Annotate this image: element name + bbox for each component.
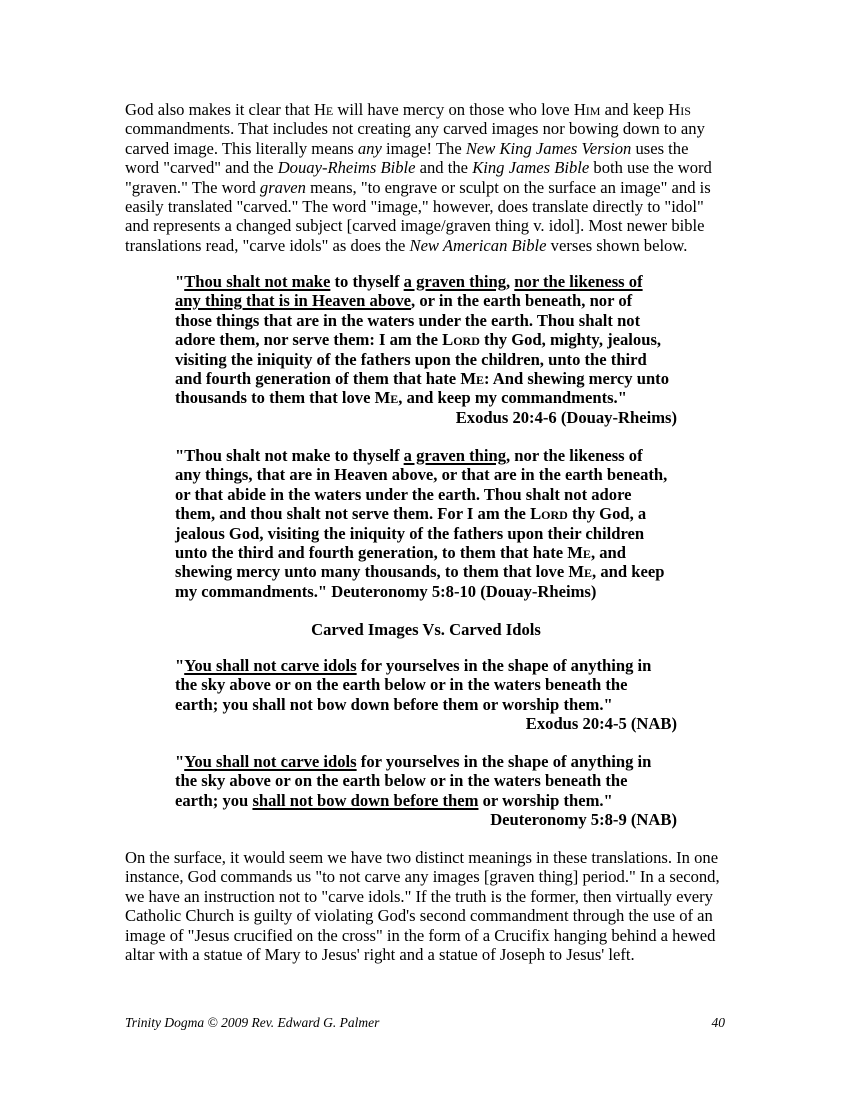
text-line [175,291,677,310]
text-line [125,100,725,119]
text-run: and fourth generation of them that hate [175,369,461,389]
text-run: Lord [530,504,568,524]
text-run: thy God, mighty, jealous, [479,330,662,350]
text-line [125,139,725,158]
text-run: translations read, "carve idols" as does the [125,235,410,255]
intro-paragraph [125,100,725,255]
text-line [175,582,677,601]
text-run: both use the word [589,158,712,178]
closing-paragraph [125,848,725,964]
text-line [175,695,677,714]
text-run: my commandments." Deuteronomy 5:8-10 (Douay-Rheims) [175,581,597,601]
text-run: shall not bow down before them [252,790,479,810]
text-run: thousands to them that love [175,388,375,408]
text-run: or that abide in the waters under the earth. Thou shalt not adore [175,484,632,504]
text-run: graven [259,177,306,197]
text-run: easily translated "carved." The word "image," however, does translate directly to "idol" [125,197,704,217]
text-line [125,236,725,255]
text-run: the sky above or on the earth below or in the waters beneath the [175,675,628,695]
text-line [175,369,677,388]
quote-text [175,272,677,408]
text-run: "graven." The word [125,177,260,197]
text-run: image! The [381,138,466,158]
text-run: verses shown below. [546,235,688,255]
text-run: Catholic Church is guilty of violating God's second commandment through the use of an [125,906,713,926]
text-line [125,926,725,945]
text-run: Douay-Rheims Bible [277,158,416,178]
text-line [175,752,677,771]
text-line [125,887,725,906]
text-run: the sky above or on the earth below or in the waters beneath the [175,771,628,791]
text-line [125,158,725,177]
text-run: Thou shalt not make [184,272,331,291]
text-run: uses the [631,138,689,158]
text-run: , or in the earth beneath, nor of [411,291,633,311]
text-line [175,465,677,484]
text-run: any thing that is in Heaven above [175,291,412,311]
text-run: Him [573,100,601,119]
text-run: He [313,100,334,119]
text-run: any [357,138,382,158]
quote-text [175,446,677,601]
text-run: , and keep [592,562,665,582]
deuteronomy-douay-quote [175,446,677,601]
quote-text [175,656,677,714]
text-run: Me [567,543,591,563]
text-run: them, and thou shalt not serve them. For I am the [175,504,531,524]
text-run: shewing mercy unto many thousands, to them that love [175,562,569,582]
footer-copyright: Trinity Dogma © 2009 Rev. Edward G. Palmer [125,1015,380,1030]
citation: Exodus 20:4-6 (Douay-Rheims) [455,407,677,427]
text-run: we have an instruction not to "carve idols." If the truth is the former, then virtually every [125,886,713,906]
text-run: " [175,656,185,675]
section-heading: Carved Images Vs. Carved Idols [311,620,541,639]
text-line [175,771,677,790]
text-run: God also makes it clear that [125,100,314,119]
text-run: On the surface, it would seem we have two distinct meanings in these translations. In one [125,848,719,867]
text-run: , [506,272,515,291]
text-run: thy God, a [567,504,647,524]
text-run: You shall not carve idols [184,752,357,771]
text-run: to thyself [330,272,404,291]
text-run: King James Bible [472,158,590,178]
text-line [125,906,725,925]
text-line [175,311,677,330]
text-run: " [175,752,185,771]
text-run: word "carved" and the [125,158,278,178]
text-run: unto the third and fourth generation, to them that hate [175,543,568,563]
text-line [175,562,677,581]
text-run: Me [568,562,593,582]
text-line [125,178,725,197]
text-run: means, "to engrave or sculpt on the surface an image" and is [305,177,711,197]
text-line [175,791,677,810]
text-line [125,945,725,964]
text-run: and the [415,158,473,178]
text-run: for yourselves in the shape of anything in [356,752,652,771]
text-line [125,867,725,886]
citation: Exodus 20:4-5 (NAB) [525,714,677,734]
text-line [175,272,677,291]
exodus-nab-quote [175,656,677,734]
text-run: for yourselves in the shape of anything in [356,656,652,675]
text-line [125,216,725,235]
exodus-douay-quote [175,272,677,427]
text-run: : And shewing mercy unto [483,369,669,389]
text-line [175,388,677,407]
citation: Deuteronomy 5:8-9 (NAB) [490,810,677,830]
text-run: jealous God, visiting the iniquity of the fathers upon their children [175,523,645,543]
text-run: " [175,272,185,291]
text-line [125,119,725,138]
text-run: those things that are in the waters under the earth. Thou shalt not [175,310,641,330]
text-run: carved image. This literally means [125,138,358,158]
text-line [175,485,677,504]
text-run: "Thou shalt not make to thyself [175,446,404,465]
text-run: New American Bible [409,235,547,255]
text-run: , and [590,543,626,563]
text-line [175,446,677,465]
text-run: any things, that are in Heaven above, or that are in the earth beneath, [175,465,668,485]
text-run: adore them, nor serve them: I am the [175,330,443,350]
text-run: commandments. That includes not creating any carved images nor bowing down to any [125,119,705,139]
text-run: altar with a statue of Mary to Jesus' right and a statue of Joseph to Jesus' left. [125,945,635,965]
text-line [125,848,725,867]
text-run: will have mercy on those who love [333,100,574,119]
text-run: His [668,100,691,119]
text-run: a graven thing [403,272,506,291]
text-line [175,330,677,349]
text-line [175,524,677,543]
text-line [175,350,677,369]
text-run: You shall not carve idols [184,656,357,675]
quote-text [175,752,677,810]
text-line [175,656,677,675]
text-run: instance, God commands us "to not carve any images [graven thing] period." In a second, [125,867,720,887]
text-run: nor the likeness of [514,272,643,291]
text-run: Me [460,369,484,389]
page-number: 40 [711,1015,725,1030]
text-run: , and keep my commandments." [398,388,627,408]
text-run: and keep [600,100,669,119]
text-line [125,197,725,216]
text-run: earth; you shall not bow down before them or worship them." [175,694,613,714]
text-run: or worship them." [478,790,613,810]
text-run: image of "Jesus crucified on the cross" in the form of a Crucifix hanging behind a hewed [125,925,716,945]
text-run: , nor the likeness of [506,446,643,465]
text-line [175,504,677,523]
text-run: Me [374,388,399,408]
text-run: visiting the iniquity of the fathers upon the children, unto the third [175,349,647,369]
deuteronomy-nab-quote [175,752,677,830]
text-run: New King James Version [465,138,632,158]
text-line [175,675,677,694]
text-run: and represents a changed subject [carved image/graven thing v. idol]. Most newer bible [125,216,705,236]
text-run: Lord [442,330,480,350]
text-run: earth; you [175,790,253,810]
text-run: a graven thing [403,446,506,465]
text-line [175,543,677,562]
